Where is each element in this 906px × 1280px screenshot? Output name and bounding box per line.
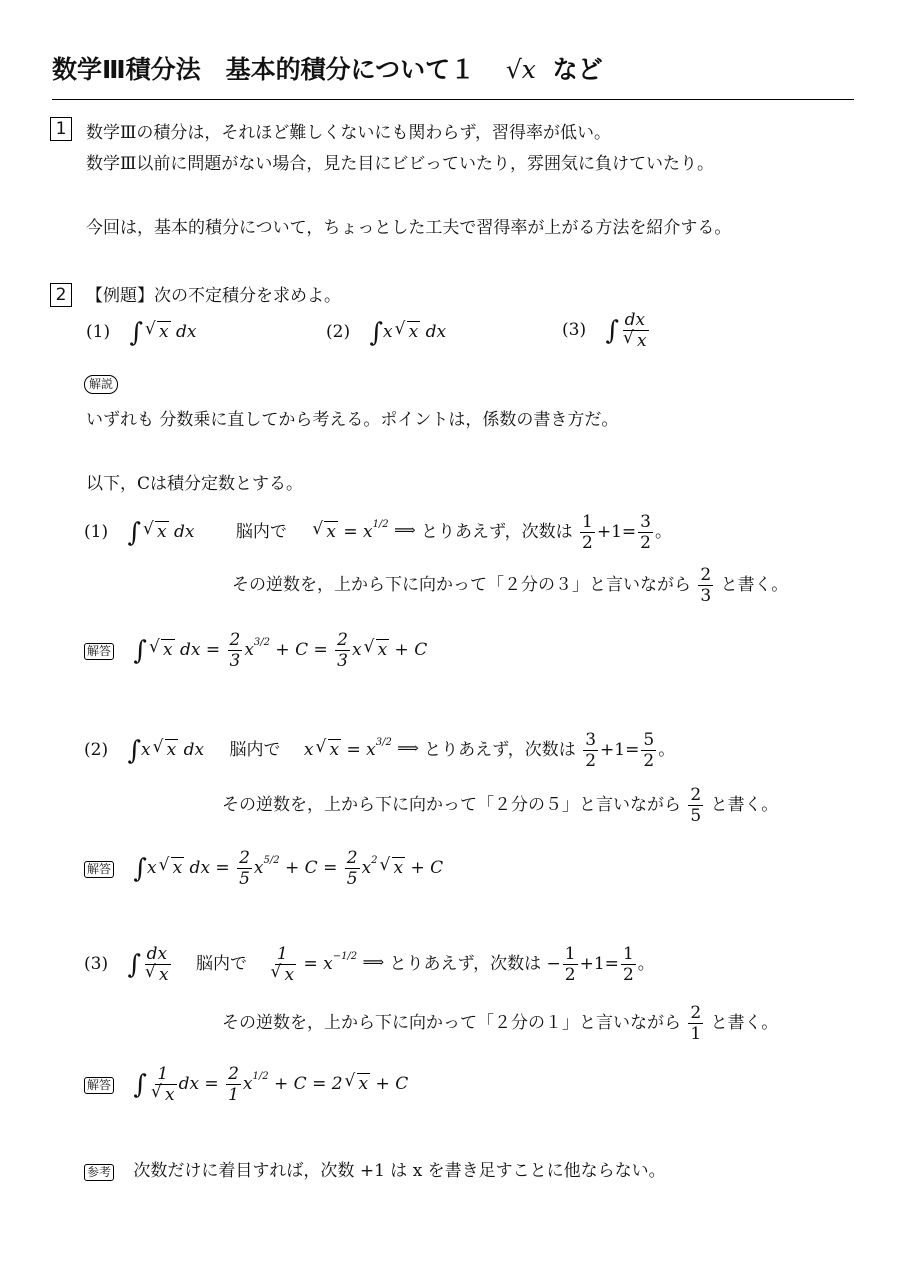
example-heading: 【例題】次の不定積分を求めよ。 <box>86 286 341 306</box>
section-2-number: 2 <box>50 283 72 307</box>
item-3-answer: 解答 ∫ 1 √ x dx = $\frac{2}{1}$ $x^{1/2} + C = 2√$ x + C <box>84 1064 408 1105</box>
explain-2: 以下，Cは積分定数とする。 <box>86 474 304 494</box>
sanko-row: 参考 次数だけに着目すれば，次数 +1 は x を書き足すことに他ならない。 <box>84 1156 666 1181</box>
title-tail: など <box>552 55 603 84</box>
page-title <box>52 50 603 86</box>
problem-2: (2) ∫x√ x dx <box>326 318 446 348</box>
item-3-row: (3) ∫ dx √ x 脳内で 1 √ x = $x^{-1/2}$ ⟹ とりあえず，次数は − $\frac{1}{2}$ +1= $\frac{1}{2}$ 。 <box>84 944 655 985</box>
title-rule <box>52 99 854 100</box>
sec1-line-3: 今回は，基本的積分について，ちょっとした工夫で習得率が上がる方法を紹介する。 <box>86 218 732 238</box>
kaisetsu-badge: 解説 <box>84 373 118 394</box>
section-1-number: 1 <box>50 117 72 141</box>
explain-1: いずれも 分数乗に直してから考える。ポイントは，係数の書き方だ。 <box>86 410 619 430</box>
problem-1: (1) ∫√ x dx <box>86 318 197 348</box>
item-2-row: (2) ∫x√ x dx 脳内で x√ $x = x^{3/2}$ ⟹ とりあえず，次数は $\frac{3}{2}$ +1= $\frac{5}{2}$ 。 <box>84 730 675 771</box>
item-1-answer: 解答 ∫√ x dx = $\frac{2}{3}$ $x^{3/2} + C$ = $\frac{2}{3}$ x√ x + C <box>84 630 427 671</box>
item-1-gyaku: その逆数を，上から下に向かって「２分の３」と言いながら $\frac{2}{3}$ と書く。 <box>232 565 789 606</box>
item-1-row: (1) ∫√ x dx 脳内で √ $x = x^{1/2}$ ⟹ とりあえず，次数は $\frac{1}{2}$ +1= $\frac{3}{2}$ 。 <box>84 512 672 553</box>
sec1-line-2: 数学Ⅲ以前に問題がない場合，見た目にビビっていたり，雰囲気に負けていたり。 <box>86 154 715 174</box>
item-2-answer: 解答 ∫x√ x dx = $\frac{2}{5}$ $x^{5/2} + C$ = $\frac{2}{5}$ $x^2√$ x + C <box>84 848 443 889</box>
title-main: 数学Ⅲ積分法 基本的積分について１ <box>52 55 476 84</box>
item-3-gyaku: その逆数を，上から下に向かって「２分の１」と言いながら $\frac{2}{1}$ と書く。 <box>222 1003 779 1044</box>
item-2-gyaku: その逆数を，上から下に向かって「２分の５」と言いながら $\frac{2}{5}$ と書く。 <box>222 785 779 826</box>
problem-3: (3) ∫ dx √ x <box>562 310 651 351</box>
sec1-line-1: 数学Ⅲの積分は，それほど難しくないにも関わらず，習得率が低い。 <box>86 123 612 143</box>
title-formula: √x <box>505 55 536 84</box>
